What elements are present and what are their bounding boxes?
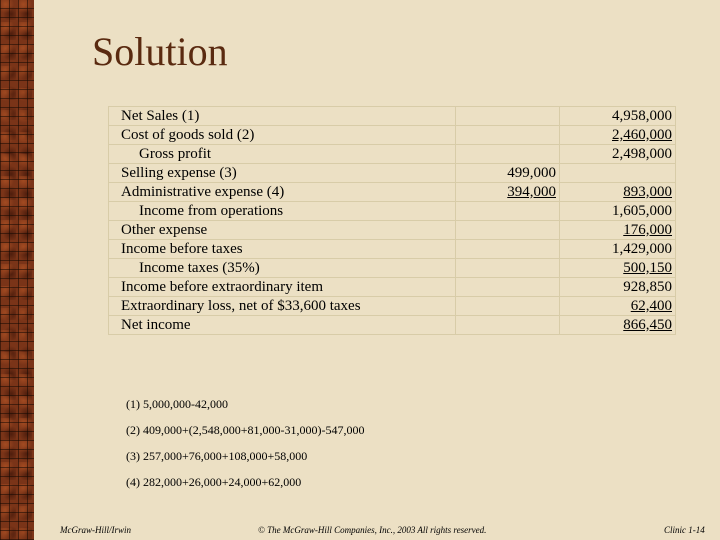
table-row: [109, 316, 676, 335]
row-subtotal-value: [456, 126, 560, 145]
row-label: Income taxes (35%): [109, 259, 456, 278]
footnote: (4) 282,000+26,000+24,000+62,000: [126, 475, 302, 489]
table-row: [109, 202, 676, 221]
footer-copyright: © The McGraw-Hill Companies, Inc., 2003 All rights reserved.: [258, 525, 487, 535]
row-subtotal-value: [456, 202, 560, 221]
row-subtotal-value: 394,000: [456, 183, 560, 202]
row-label: Net Sales (1): [109, 107, 456, 126]
row-label: Income before taxes: [109, 240, 456, 259]
row-label: Income from operations: [109, 202, 456, 221]
row-amount-value: 1,429,000: [560, 240, 676, 259]
slide-title: Solution: [92, 29, 228, 74]
footnote: (2) 409,000+(2,548,000+81,000-31,000)-547,000: [126, 423, 365, 437]
table-row: [109, 107, 676, 126]
row-amount-value: 2,498,000: [560, 145, 676, 164]
row-amount-value: 2,460,000: [560, 126, 676, 145]
row-label: Administrative expense (4): [109, 183, 456, 202]
footer-slide-number: Clinic 1-14: [664, 525, 705, 535]
table-row: [109, 164, 676, 183]
row-amount-value: [560, 164, 676, 183]
table-row: [109, 183, 676, 202]
table-row: [109, 126, 676, 145]
row-subtotal-value: [456, 107, 560, 126]
table-row: [109, 297, 676, 316]
row-subtotal-value: [456, 259, 560, 278]
table-row: [109, 145, 676, 164]
row-label: Gross profit: [109, 145, 456, 164]
table-row: [109, 259, 676, 278]
row-label: Cost of goods sold (2): [109, 126, 456, 145]
row-subtotal-value: [456, 145, 560, 164]
income-statement-table: [108, 106, 676, 335]
footnote: (1) 5,000,000-42,000: [126, 397, 228, 411]
row-subtotal-value: 499,000: [456, 164, 560, 183]
footnote: (3) 257,000+76,000+108,000+58,000: [126, 449, 308, 463]
table-row: [109, 278, 676, 297]
row-amount-value: 866,450: [560, 316, 676, 335]
table-row: [109, 240, 676, 259]
row-amount-value: 928,850: [560, 278, 676, 297]
row-label: Income before extraordinary item: [109, 278, 456, 297]
row-subtotal-value: [456, 278, 560, 297]
row-label: Extraordinary loss, net of $33,600 taxes: [109, 297, 456, 316]
row-amount-value: 4,958,000: [560, 107, 676, 126]
row-amount-value: 1,605,000: [560, 202, 676, 221]
row-label: Other expense: [109, 221, 456, 240]
row-label: Selling expense (3): [109, 164, 456, 183]
row-amount-value: 176,000: [560, 221, 676, 240]
row-amount-value: 893,000: [560, 183, 676, 202]
footer-publisher: McGraw-Hill/Irwin: [60, 525, 131, 535]
row-subtotal-value: [456, 221, 560, 240]
row-label: Net income: [109, 316, 456, 335]
row-subtotal-value: [456, 316, 560, 335]
row-subtotal-value: [456, 297, 560, 316]
row-amount-value: 62,400: [560, 297, 676, 316]
decorative-sidebar-strip: [0, 0, 34, 540]
row-subtotal-value: [456, 240, 560, 259]
footnotes: [126, 396, 365, 500]
table-row: [109, 221, 676, 240]
row-amount-value: 500,150: [560, 259, 676, 278]
